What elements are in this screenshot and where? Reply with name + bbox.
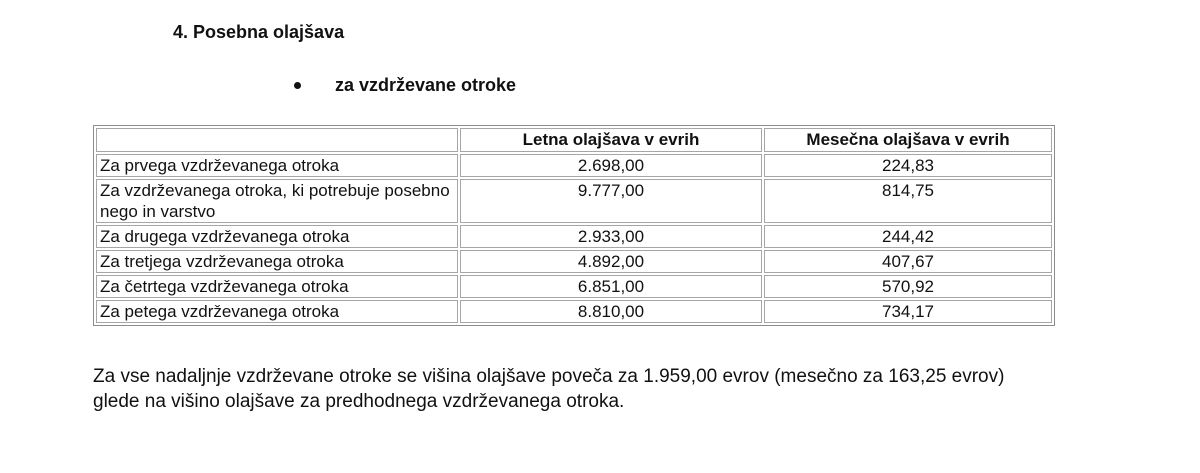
table-header-row bbox=[96, 128, 1052, 152]
row-label: Za tretjega vzdrževanega otroka bbox=[96, 250, 458, 273]
table-row bbox=[96, 275, 1052, 298]
table-row bbox=[96, 250, 1052, 273]
row-label: Za petega vzdrževanega otroka bbox=[96, 300, 458, 323]
table-row bbox=[96, 225, 1052, 248]
annual-value: 8.810,00 bbox=[460, 300, 762, 323]
monthly-value: 224,83 bbox=[764, 154, 1052, 177]
monthly-value: 244,42 bbox=[764, 225, 1052, 248]
table-row bbox=[96, 179, 1052, 223]
monthly-value: 570,92 bbox=[764, 275, 1052, 298]
annual-value: 6.851,00 bbox=[460, 275, 762, 298]
table-row bbox=[96, 300, 1052, 323]
row-label: Za drugega vzdrževanega otroka bbox=[96, 225, 458, 248]
bullet-item bbox=[294, 73, 516, 97]
relief-table bbox=[93, 125, 1055, 326]
row-label: Za četrtega vzdrževanega otroka bbox=[96, 275, 458, 298]
bullet-text: za vzdrževane otroke bbox=[335, 75, 517, 95]
header-cell-empty bbox=[96, 128, 458, 152]
note-paragraph: Za vse nadaljnje vzdrževane otroke se višina olajšave poveča za 1.959,00 evrov (mesečno za 163,25 evrov) glede na višino olajšave za predhodnega vzdrževanega otroka. bbox=[93, 366, 1005, 412]
annual-value: 2.698,00 bbox=[460, 154, 762, 177]
row-label: Za vzdrževanega otroka, ki potrebuje posebno nego in varstvo bbox=[96, 179, 458, 223]
section-heading: 4. Posebna olajšava bbox=[173, 22, 345, 42]
monthly-value: 407,67 bbox=[764, 250, 1052, 273]
monthly-value: 814,75 bbox=[764, 179, 1052, 223]
annual-value: 9.777,00 bbox=[460, 179, 762, 223]
monthly-value: 734,17 bbox=[764, 300, 1052, 323]
annual-value: 2.933,00 bbox=[460, 225, 762, 248]
header-cell-annual: Letna olajšava v evrih bbox=[460, 128, 762, 152]
row-label: Za prvega vzdrževanega otroka bbox=[96, 154, 458, 177]
bullet-icon bbox=[294, 82, 301, 89]
header-cell-monthly: Mesečna olajšava v evrih bbox=[764, 128, 1052, 152]
table-row bbox=[96, 154, 1052, 177]
annual-value: 4.892,00 bbox=[460, 250, 762, 273]
